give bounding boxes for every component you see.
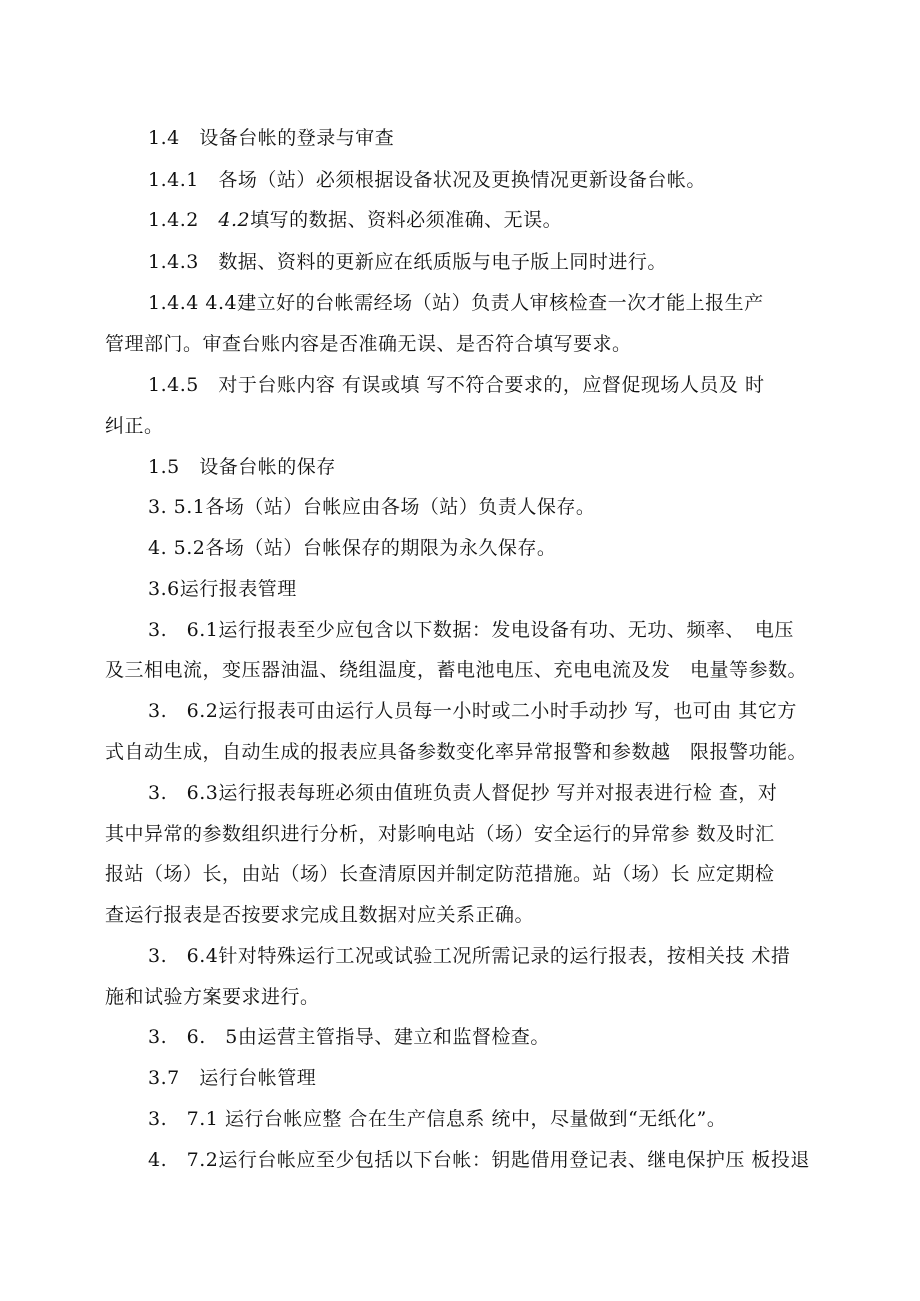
paragraph-3-6-1-line-2: 及三相电流，变压器油温、绕组温度，蓄电池电压、充电电流及发 电量等参数。 [105, 659, 808, 681]
paragraph-1-4-2-number: 1.4.2 [148, 209, 219, 231]
heading-3-6: 3.6运行报表管理 [148, 578, 297, 600]
paragraph-3-6-3-line-4: 查运行报表是否按要求完成且数据对应关系正确。 [105, 904, 535, 926]
paragraph-3-6-3-line-3: 报站（场）长，由站（场）长查清原因并制定防范措施。站（场）长 应定期检 [105, 863, 775, 885]
paragraph-1-4-4-line-2: 管理部门。审查台账内容是否准确无误、是否符合填写要求。 [105, 333, 632, 355]
paragraph-1-4-4-line-1: 1.4.4 4.4建立好的台帐需经场（站）负责人审核检查一次才能上报生产 [148, 292, 764, 314]
paragraph-1-4-5-line-1: 1.4.5 对于台账内容 有误或填 写不符合要求的，应督促现场人员及 时 [148, 374, 765, 396]
paragraph-1-4-1: 1.4.1 各场（站）必须根据设备状况及更换情况更新设备台帐。 [148, 169, 706, 191]
paragraph-3-6-2-line-1: 3. 6.2运行报表可由运行人员每一小时或二小时手动抄 写，也可由 其它方 [148, 700, 797, 722]
paragraph-3-6-2-line-2: 式自动生成，自动生成的报表应具备参数变化率异常报警和参数越 限报警功能。 [105, 741, 808, 763]
paragraph-1-4-2-text: 填写的数据、资料必须准确、无误。 [250, 209, 563, 231]
paragraph-3-6-4-line-1: 3. 6.4针对特殊运行工况或试验工况所需记录的运行报表，按相关技 术措 [148, 945, 791, 967]
paragraph-4-7-2-line-1: 4. 7.2运行台帐应至少包括以下台帐：钥匙借用登记表、继电保护压 板投退 [148, 1149, 810, 1171]
paragraph-1-4-5-line-2: 纠正。 [105, 415, 164, 437]
paragraph-3-6-3-line-1: 3. 6.3运行报表每班必须由值班负责人督促抄 写并对报表进行检 查，对 [148, 782, 778, 804]
paragraph-3-5-1: 3. 5.1各场（站）台帐应由各场（站）负责人保存。 [148, 496, 596, 518]
paragraph-3-6-1-line-1: 3. 6.1运行报表至少应包含以下数据：发电设备有功、无功、频率、 电压 [148, 619, 794, 641]
paragraph-1-4-3: 1.4.3 数据、资料的更新应在纸质版与电子版上同时进行。 [148, 251, 667, 273]
paragraph-4-5-2: 4. 5.2各场（站）台帐保存的期限为永久保存。 [148, 537, 557, 559]
paragraph-1-4-2-italic-ref: 4.2 [218, 209, 251, 231]
paragraph-3-6-3-line-2: 其中异常的参数组织进行分析，对影响电站（场）安全运行的异常参 数及时汇 [105, 823, 775, 845]
paragraph-3-6-4-line-2: 施和试验方案要求进行。 [105, 986, 320, 1008]
paragraph-1-4-2 [148, 208, 562, 232]
paragraph-3-6-5: 3. 6. 5由运营主管指导、建立和监督检查。 [148, 1026, 550, 1048]
paragraph-3-7-1: 3. 7.1 运行台帐应整 合在生产信息系 统中，尽量做到“无纸化”。 [148, 1108, 727, 1130]
heading-1-5: 1.5 设备台帐的保存 [148, 456, 336, 478]
heading-1-4: 1.4 设备台帐的登录与审查 [148, 127, 395, 149]
heading-3-7: 3.7 运行台帐管理 [148, 1067, 317, 1089]
